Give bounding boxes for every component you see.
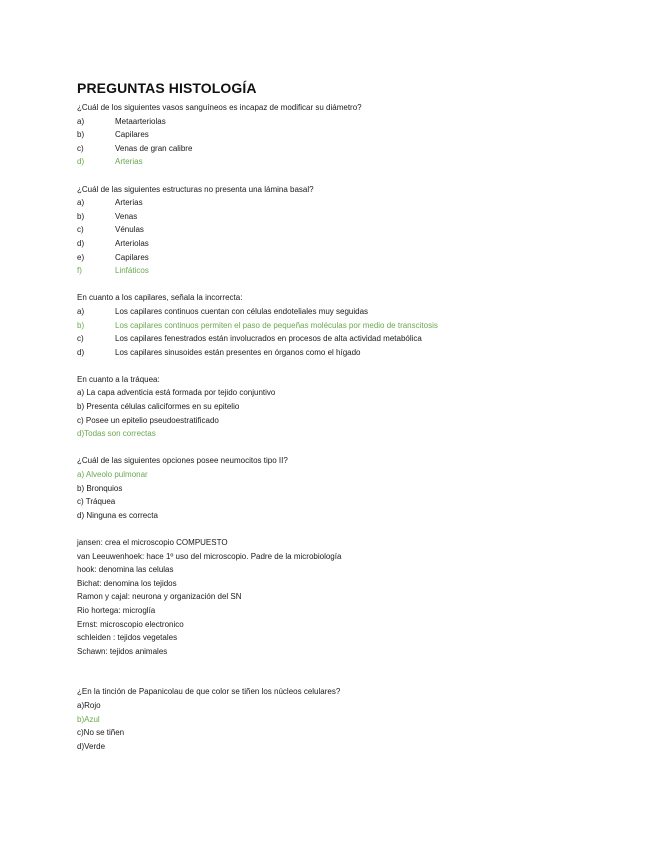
option-row-correct [77,264,637,278]
option-row [77,305,637,319]
question-block-6 [77,685,637,753]
option-label: e) [77,252,85,262]
answer-line: a) La capa adventicia está formada por tejido conjuntivo [77,388,276,398]
note-line: Ernst: microscopio electronico [77,619,184,629]
answer-line: b) Presenta células caliciformes en su epitelio [77,402,240,412]
note-line: hook: denomina las celulas [77,565,174,575]
question-text: En cuanto a los capilares, señala la incorrecta: [77,293,243,303]
answer-line: a)Rojo [77,700,101,710]
option-row-correct [77,319,637,333]
page-title: PREGUNTAS HISTOLOGÍA [77,80,257,96]
option-row [77,210,637,224]
answer-line-correct: d)Todas son correctas [77,429,156,439]
option-text: Arteriolas [115,238,149,248]
option-label: c) [77,225,84,235]
option-text: Los capilares continuos cuentan con células endoteliales muy seguidas [115,306,369,316]
option-label: b) [77,320,85,330]
option-row [77,237,637,251]
note-line: Ramon y cajal: neurona y organización del SN [77,592,242,602]
option-label: f) [77,266,82,276]
option-row [77,332,637,346]
option-label: b) [77,211,85,221]
option-text: Los capilares continuos permiten el paso de pequeñas moléculas por medio de transcitosis [115,320,438,330]
option-row [77,223,637,237]
option-label: d) [77,157,85,167]
answer-line: d) Ninguna es correcta [77,510,158,520]
option-text: Arterias [115,198,143,208]
note-line: Bichat: denomina los tejidos [77,578,177,588]
answer-line: d)Verde [77,741,106,751]
option-text: Capilares [115,252,149,262]
note-line: van Leeuwenhoek: hace 1º uso del microscopio. Padre de la microbiología [77,551,342,561]
question-block-5 [77,454,637,522]
option-text: Vénulas [115,225,144,235]
option-text: Los capilares sinusoides están presentes en órganos como el hígado [115,347,361,357]
option-text: Linfáticos [115,266,149,276]
answer-line: c) Tráquea [77,497,116,507]
note-line: schleiden : tejidos vegetales [77,633,178,643]
option-row [77,128,637,142]
option-row-correct [77,155,637,169]
notes-block [77,536,637,658]
option-row [77,115,637,129]
question-text: En cuanto a la tráquea: [77,374,160,384]
option-label: a) [77,116,85,126]
option-label: d) [77,347,85,357]
option-label: c) [77,143,84,153]
question-text: ¿Cuál de las siguientes estructuras no presenta una lámina basal? [77,184,314,194]
question-block-3 [77,291,637,359]
option-label: a) [77,306,85,316]
document-page [77,80,637,753]
answer-line: b) Bronquios [77,483,123,493]
question-text: ¿Cuál de las siguientes opciones posee neumocitos tipo II? [77,456,288,466]
option-label: b) [77,130,85,140]
option-text: Arterias [115,157,143,167]
option-label: c) [77,334,84,344]
note-line: Rio hortega: microglía [77,605,156,615]
option-row [77,251,637,265]
question-block-4 [77,373,637,441]
option-text: Metaarteriolas [115,116,166,126]
answer-line: c)No se tiñen [77,728,125,738]
option-text: Los capilares fenestrados están involucrados en procesos de alta actividad metabólica [115,334,422,344]
question-text: ¿Cuál de los siguientes vasos sanguíneos es incapaz de modificar su diámetro? [77,103,362,112]
option-text: Capilares [115,130,149,140]
answer-line-correct: a) Alveolo pulmonar [77,470,148,480]
option-label: d) [77,238,85,248]
option-row [77,196,637,210]
answer-line-correct: b)Azul [77,714,100,724]
option-text: Venas de gran calibre [115,143,193,153]
note-line: Schawn: tejidos animales [77,646,168,656]
question-block-1 [77,101,637,169]
option-row [77,142,637,156]
option-label: a) [77,198,85,208]
note-line: jansen: crea el microscopio COMPUESTO [77,538,228,547]
answer-line: c) Posee un epitelio pseudoestratificado [77,415,219,425]
question-block-2 [77,183,637,278]
question-text: ¿En la tinción de Papanicolau de que color se tiñen los núcleos celulares? [77,687,341,697]
option-text: Venas [115,211,138,221]
option-row [77,346,637,360]
